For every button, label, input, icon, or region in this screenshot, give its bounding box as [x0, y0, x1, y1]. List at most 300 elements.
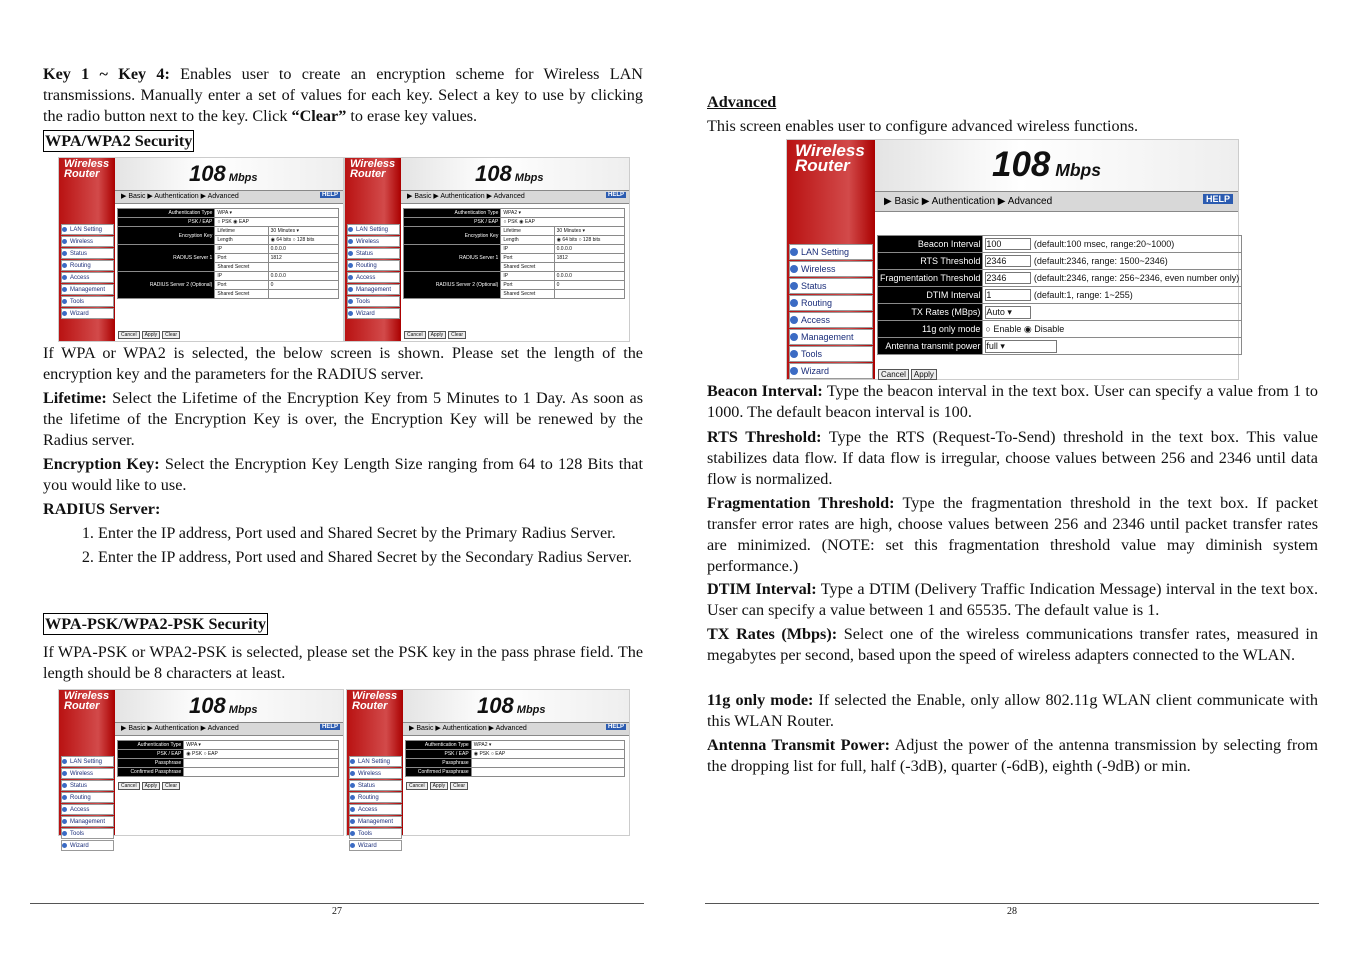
speed-unit: Mbps — [1050, 160, 1101, 180]
menu-item-lan-setting[interactable] — [789, 244, 873, 260]
menu-item-management[interactable] — [347, 284, 400, 295]
menu-item-status[interactable] — [347, 248, 400, 259]
router-brand — [352, 692, 397, 712]
menu-label: Access — [801, 315, 831, 325]
menu-bullet-icon — [350, 843, 355, 848]
menu-item-routing[interactable] — [789, 295, 873, 311]
menu-bullet-icon — [350, 819, 355, 824]
router-menu — [61, 224, 114, 320]
tx-text: Select one of the wireless communications transfer rates, measured in megabytes per second, based upon the speed of wireless adapters connected to the WLAN. — [707, 625, 1318, 664]
clear-button[interactable]: Clear — [162, 331, 180, 339]
menu-label: Status — [70, 782, 88, 789]
auth-type-label: Authentication Type — [404, 209, 501, 218]
radius-heading — [43, 499, 643, 520]
menu-label: Tools — [801, 349, 823, 359]
table-row — [118, 272, 339, 281]
radius-item: 1. Enter the IP address, Port used and Shared Secret by the Primary Radius Server. — [98, 523, 643, 544]
radius2-label: RADIUS Server 2 (Optional) — [118, 272, 215, 299]
port-input[interactable]: 1812 — [268, 254, 338, 263]
confirmed-passphrase-input[interactable] — [471, 768, 624, 777]
nav-authentication[interactable]: ▶ Authentication — [921, 196, 998, 207]
brand-line2: Router — [352, 699, 388, 712]
ip-label: IP — [501, 245, 554, 254]
router-nav — [115, 722, 343, 736]
rts-text: Type the RTS (Request-To-Send) threshold in the text box. This value stabilizes data flow. If data flow is irregular, choose values between 256 and 2346 until data flow is normalized. — [707, 428, 1318, 488]
apply-button[interactable]: Apply — [142, 331, 161, 339]
passphrase-input[interactable] — [471, 759, 624, 768]
auth-type-label: Authentication Type — [406, 741, 472, 750]
nav-authentication[interactable]: ▶ Authentication — [433, 193, 487, 200]
advanced-intro: This screen enables user to configure advanced wireless functions. — [707, 117, 1139, 135]
help-button[interactable]: HELP — [321, 724, 338, 730]
speed-value: 108 — [992, 145, 1051, 184]
frag-text: Type the fragmentation threshold in the text box. If packet transfer error rates are high, choose values between 256 and 2346 until packet transfer rates are minimized. (NOTE: set this fragmentation threshold value may diminish system performance.) — [707, 494, 1319, 575]
nav-basic[interactable]: ▶ Basic — [884, 196, 922, 207]
table-row — [404, 272, 625, 281]
enc-key-label: Encryption Key — [404, 227, 501, 245]
wpa-heading: WPA/WPA2 Security — [45, 132, 193, 150]
menu-bullet-icon — [350, 759, 355, 764]
frag-lead: Fragmentation Threshold: — [707, 494, 895, 512]
ip-input[interactable]: 0.0.0.0 — [268, 245, 338, 254]
menu-bullet-icon — [62, 239, 67, 244]
advanced-input[interactable]: 100 — [985, 238, 1031, 250]
router-brand — [64, 160, 109, 180]
menu-item-routing[interactable] — [349, 792, 402, 803]
router-brand — [350, 160, 395, 180]
menu-bullet-icon — [62, 831, 67, 836]
menu-item-lan-setting[interactable] — [61, 756, 114, 767]
speed-logo — [475, 161, 544, 187]
table-row — [404, 218, 625, 227]
speed-value: 108 — [475, 161, 512, 186]
dtim-text: Type a DTIM (Delivery Traffic Indication Message) interval in the text box. User can specify a value between 1 and 65535. The default value is 1. — [707, 580, 1319, 619]
cancel-button[interactable]: Cancel — [118, 331, 140, 339]
menu-label: Management — [801, 332, 854, 342]
menu-item-access[interactable] — [349, 804, 402, 815]
menu-bullet-icon — [790, 367, 798, 375]
psk-intro: If WPA-PSK or WPA2-PSK is selected, please set the PSK key in the pass phrase field. The length should be 8 characters at least. — [43, 643, 643, 682]
help-button[interactable]: HELP — [321, 192, 338, 198]
clear-button[interactable]: Clear — [448, 331, 466, 339]
advanced-value-cell[interactable] — [983, 304, 1242, 321]
beacon-lead: Beacon Interval: — [707, 382, 823, 400]
radius-heading-text: RADIUS Server: — [43, 500, 161, 518]
radius1-label: RADIUS Server 1 — [404, 245, 501, 272]
menu-item-lan-setting[interactable] — [349, 756, 402, 767]
menu-item-wizard[interactable] — [347, 308, 400, 319]
speed-logo — [189, 693, 258, 719]
enc-key-text: Select the Encryption Key Length Size ranging from 64 to 128 Bits that you would like to use. — [43, 455, 643, 494]
speed-unit: Mbps — [225, 704, 258, 716]
nav-authentication[interactable]: ▶ Authentication — [147, 193, 201, 200]
secret-input[interactable] — [268, 290, 338, 299]
menu-label: LAN Setting — [358, 758, 391, 765]
lifetime-label: Lifetime — [215, 227, 268, 236]
menu-bullet-icon — [62, 311, 67, 316]
menu-bullet-icon — [62, 227, 67, 232]
menu-bullet-icon — [350, 771, 355, 776]
menu-item-management[interactable] — [61, 284, 114, 295]
table-row — [878, 270, 1242, 287]
advanced-label: Beacon Interval — [878, 236, 983, 253]
radius2-label: RADIUS Server 2 (Optional) — [404, 272, 501, 299]
menu-label: Tools — [70, 298, 85, 305]
nav-basic[interactable]: ▶ Basic — [409, 725, 436, 732]
tx-lead: TX Rates (Mbps): — [707, 625, 838, 643]
enable-radio[interactable]: ○ Enable — [985, 323, 1024, 334]
advanced-value-cell[interactable] — [983, 236, 1242, 253]
menu-bullet-icon — [62, 275, 67, 280]
radius1-label: RADIUS Server 1 — [118, 245, 215, 272]
menu-bullet-icon — [62, 287, 67, 292]
confirmed-passphrase-label: Confirmed Passphrase — [406, 768, 472, 777]
menu-item-routing[interactable] — [61, 260, 114, 271]
secret-label: Shared Secret — [501, 263, 554, 272]
table-row — [118, 209, 339, 218]
help-button[interactable]: HELP — [607, 192, 624, 198]
menu-item-lan-setting[interactable] — [347, 224, 400, 235]
help-button[interactable]: HELP — [607, 724, 624, 730]
secret-input[interactable] — [268, 263, 338, 272]
menu-bullet-icon — [790, 350, 798, 358]
menu-bullet-icon — [62, 263, 67, 268]
advanced-input[interactable]: full ▾ — [985, 340, 1057, 353]
menu-bullet-icon — [62, 807, 67, 812]
advanced-screenshot — [786, 139, 1239, 380]
menu-bullet-icon — [350, 783, 355, 788]
menu-item-lan-setting[interactable] — [61, 224, 114, 235]
menu-bullet-icon — [62, 299, 67, 304]
ip-input[interactable]: 0.0.0.0 — [554, 272, 624, 281]
menu-bullet-icon — [62, 843, 67, 848]
lifetime-select[interactable]: 30 Minutes ▾ — [554, 227, 624, 236]
menu-label: Wireless — [70, 238, 94, 245]
auth-type-select[interactable]: WPA ▾ — [184, 741, 339, 750]
menu-label: Routing — [356, 262, 377, 269]
passphrase-label: Passphrase — [118, 759, 184, 768]
menu-item-access[interactable] — [347, 272, 400, 283]
button-bar — [404, 331, 468, 339]
advanced-input[interactable]: 2346 — [985, 255, 1031, 267]
speed-logo — [189, 161, 258, 187]
menu-label: Wireless — [358, 770, 382, 777]
auth-type-select[interactable]: WPA2 ▾ — [471, 741, 624, 750]
speed-value: 108 — [189, 693, 226, 718]
enc-key-lead: Encryption Key: — [43, 455, 160, 473]
wpa-screenshot — [58, 157, 344, 342]
speed-unit: Mbps — [511, 172, 544, 184]
menu-item-management[interactable] — [789, 329, 873, 345]
brand-line2: Router — [64, 167, 100, 180]
confirmed-passphrase-label: Confirmed Passphrase — [118, 768, 184, 777]
nav-basic[interactable]: ▶ Basic — [407, 193, 434, 200]
beacon-text: Type the beacon interval in the text box. User can specify a value from 1 to 1000. The default beacon interval is 100. — [707, 382, 1318, 421]
key-text-end: to erase key values. — [346, 107, 478, 125]
button-bar — [118, 782, 182, 790]
menu-item-access[interactable] — [61, 804, 114, 815]
apply-button[interactable]: Apply — [430, 782, 449, 790]
psk-eap-label: PSK / EAP — [406, 750, 472, 759]
menu-item-wireless[interactable] — [349, 768, 402, 779]
disable-radio[interactable]: ◉ Disable — [1023, 323, 1065, 334]
menu-bullet-icon — [348, 239, 353, 244]
router-brand — [795, 143, 865, 174]
enc-key-paragraph — [43, 454, 643, 496]
table-row — [878, 287, 1242, 304]
advanced-hint: (default:100 msec, range:20~1000) — [1031, 239, 1175, 249]
beacon-paragraph — [707, 381, 1318, 423]
brand-line1: Wireless — [64, 158, 110, 170]
nav-basic[interactable]: ▶ Basic — [121, 193, 148, 200]
psk-settings-table — [117, 740, 339, 777]
menu-label: Status — [356, 250, 374, 257]
nav-basic[interactable]: ▶ Basic — [121, 725, 148, 732]
advanced-input[interactable]: Auto ▾ — [985, 306, 1031, 319]
menu-label: Wizard — [356, 310, 375, 317]
menu-item-tools[interactable] — [789, 346, 873, 362]
menu-bullet-icon — [62, 819, 67, 824]
advanced-value-cell[interactable] — [983, 338, 1242, 355]
menu-bullet-icon — [790, 316, 798, 324]
port-input[interactable]: 0 — [268, 281, 338, 290]
menu-bullet-icon — [348, 227, 353, 232]
menu-bullet-icon — [62, 759, 67, 764]
advanced-label: RTS Threshold — [878, 253, 983, 270]
menu-item-wizard[interactable] — [61, 308, 114, 319]
menu-bullet-icon — [790, 333, 798, 341]
nav-advanced[interactable]: ▶ Advanced — [200, 193, 239, 200]
psk-settings-table — [405, 740, 625, 777]
menu-label: Tools — [70, 830, 85, 837]
speed-unit: Mbps — [513, 704, 546, 716]
menu-label: Management — [70, 818, 106, 825]
nav-advanced[interactable]: ▶ Advanced — [488, 725, 527, 732]
radius-item: 2. Enter the IP address, Port used and Shared Secret by the Secondary Radius Server. — [98, 547, 643, 568]
auth-type-select[interactable]: WPA2 ▾ — [501, 209, 625, 218]
wpa2-psk-screenshot — [346, 689, 630, 849]
speed-logo — [477, 693, 546, 719]
button-bar — [406, 782, 470, 790]
advanced-label: DTIM Interval — [878, 287, 983, 304]
secret-label: Shared Secret — [215, 263, 268, 272]
router-nav — [115, 190, 343, 204]
psk-eap-label: PSK / EAP — [118, 218, 215, 227]
port-input[interactable]: 0 — [554, 281, 624, 290]
tx-paragraph — [707, 624, 1318, 666]
menu-label: Access — [358, 806, 378, 813]
menu-item-status[interactable] — [349, 780, 402, 791]
cancel-button[interactable]: Cancel — [404, 331, 426, 339]
advanced-input[interactable]: 1 — [985, 289, 1031, 301]
menu-item-wireless[interactable] — [61, 236, 114, 247]
psk-heading: WPA-PSK/WPA2-PSK Security — [45, 615, 267, 633]
menu-label: Wizard — [801, 366, 830, 376]
g-only-text: If selected the Enable, only allow 802.11g WLAN client communicate with this WLAN Router. — [707, 691, 1318, 730]
secret-input[interactable] — [554, 263, 624, 272]
menu-item-wizard[interactable] — [789, 363, 873, 379]
advanced-hint: (default:2346, range: 256~2346, even number only) — [1031, 273, 1240, 283]
menu-item-wireless[interactable] — [789, 261, 873, 277]
table-row — [118, 759, 339, 768]
clear-button[interactable]: Clear — [450, 782, 468, 790]
menu-item-routing[interactable] — [61, 792, 114, 803]
antenna-text: Adjust the power of the antenna transmission by selecting from the dropping list for full, half (-3dB), quarter (-6dB), eighth (-9dB) or min. — [707, 736, 1318, 775]
table-row — [878, 253, 1242, 270]
cancel-button[interactable]: Cancel — [406, 782, 428, 790]
auth-type-label: Authentication Type — [118, 741, 184, 750]
table-row — [406, 750, 625, 759]
passphrase-label: Passphrase — [406, 759, 472, 768]
psk-eap-radio[interactable]: ○ PSK ◉ EAP — [501, 218, 625, 227]
speed-value: 108 — [189, 161, 226, 186]
apply-button[interactable]: Apply — [428, 331, 447, 339]
length-radio[interactable]: ◉ 64 bits ○ 128 bits — [268, 236, 338, 245]
menu-bullet-icon — [790, 248, 798, 256]
menu-item-tools[interactable] — [347, 296, 400, 307]
advanced-value-cell[interactable] — [983, 270, 1242, 287]
advanced-heading — [707, 92, 1318, 113]
menu-label: LAN Setting — [70, 226, 103, 233]
menu-item-wizard[interactable] — [349, 840, 402, 851]
router-menu — [61, 756, 114, 852]
psk-eap-label: PSK / EAP — [118, 750, 184, 759]
brand-line1: Wireless — [350, 158, 396, 170]
menu-label: Wizard — [70, 310, 89, 317]
router-brand — [64, 692, 109, 712]
menu-item-management[interactable] — [61, 816, 114, 827]
menu-label: LAN Setting — [356, 226, 389, 233]
table-row — [406, 759, 625, 768]
passphrase-input[interactable] — [184, 759, 339, 768]
length-radio[interactable]: ◉ 64 bits ○ 128 bits — [554, 236, 624, 245]
menu-item-routing[interactable] — [347, 260, 400, 271]
menu-label: Management — [356, 286, 392, 293]
menu-label: Wizard — [70, 842, 89, 849]
psk-eap-radio[interactable]: ◉ PSK ○ EAP — [184, 750, 339, 759]
psk-eap-label: PSK / EAP — [404, 218, 501, 227]
advanced-hint: (default:2346, range: 1500~2346) — [1031, 256, 1168, 266]
menu-bullet-icon — [348, 275, 353, 280]
menu-label: Routing — [358, 794, 379, 801]
antenna-lead: Antenna Transmit Power: — [707, 736, 891, 754]
help-button[interactable]: HELP — [1203, 194, 1233, 204]
nav-advanced[interactable]: ▶ Advanced — [200, 725, 239, 732]
menu-item-wireless[interactable] — [61, 768, 114, 779]
port-input[interactable]: 1812 — [554, 254, 624, 263]
menu-item-status[interactable] — [61, 780, 114, 791]
psk-eap-radio[interactable]: ◉ PSK ○ EAP — [471, 750, 624, 759]
secret-input[interactable] — [554, 290, 624, 299]
key-clear-word: “Clear” — [291, 107, 347, 125]
lifetime-lead: Lifetime: — [43, 389, 107, 407]
table-row — [118, 227, 339, 236]
advanced-value-cell[interactable] — [983, 253, 1242, 270]
secret-label: Shared Secret — [215, 290, 268, 299]
wpa-intro: If WPA or WPA2 is selected, the below screen is shown. Please set the length of the encryption key and the parameters for the RADIUS server. — [43, 344, 643, 383]
menu-item-tools[interactable] — [61, 296, 114, 307]
nav-authentication[interactable]: ▶ Authentication — [147, 725, 201, 732]
footer-rule-right — [705, 903, 1319, 904]
wpa-settings-table — [117, 208, 339, 299]
advanced-value-cell[interactable] — [983, 321, 1242, 338]
advanced-label: 11g only mode — [878, 321, 983, 338]
advanced-settings-table — [877, 235, 1242, 355]
advanced-heading-text: Advanced — [707, 93, 777, 111]
table-row — [118, 741, 339, 750]
cancel-button[interactable]: Cancel — [118, 782, 140, 790]
auth-type-select[interactable]: WPA ▾ — [215, 209, 339, 218]
brand-line2: Router — [64, 699, 100, 712]
menu-item-status[interactable] — [61, 248, 114, 259]
antenna-paragraph — [707, 735, 1318, 777]
menu-label: Routing — [70, 794, 91, 801]
menu-label: Access — [70, 274, 90, 281]
menu-item-tools[interactable] — [61, 828, 114, 839]
nav-authentication[interactable]: ▶ Authentication — [435, 725, 489, 732]
menu-item-access[interactable] — [789, 312, 873, 328]
footer-rule-left — [30, 903, 644, 904]
port-label: Port — [501, 281, 554, 290]
advanced-value-cell[interactable] — [983, 287, 1242, 304]
menu-bullet-icon — [348, 299, 353, 304]
table-row — [118, 218, 339, 227]
menu-bullet-icon — [62, 251, 67, 256]
menu-item-tools[interactable] — [349, 828, 402, 839]
wpa-psk-screenshot — [58, 689, 344, 849]
psk-eap-radio[interactable]: ○ PSK ◉ EAP — [215, 218, 339, 227]
menu-label: Status — [801, 281, 827, 291]
menu-bullet-icon — [350, 831, 355, 836]
table-row — [404, 245, 625, 254]
ip-input[interactable]: 0.0.0.0 — [268, 272, 338, 281]
table-row — [878, 304, 1242, 321]
menu-item-wireless[interactable] — [347, 236, 400, 247]
brand-line1: Wireless — [795, 141, 865, 160]
rts-lead: RTS Threshold: — [707, 428, 822, 446]
menu-bullet-icon — [348, 287, 353, 292]
enc-key-label: Encryption Key — [118, 227, 215, 245]
apply-button[interactable]: Apply — [911, 369, 937, 380]
table-row — [118, 750, 339, 759]
length-label: Length — [501, 236, 554, 245]
confirmed-passphrase-input[interactable] — [184, 768, 339, 777]
auth-type-label: Authentication Type — [118, 209, 215, 218]
menu-item-wizard[interactable] — [61, 840, 114, 851]
menu-item-management[interactable] — [349, 816, 402, 827]
apply-button[interactable]: Apply — [142, 782, 161, 790]
nav-advanced[interactable]: ▶ Advanced — [997, 196, 1053, 207]
button-bar — [878, 369, 939, 380]
cancel-button[interactable]: Cancel — [878, 369, 909, 380]
lifetime-select[interactable]: 30 Minutes ▾ — [268, 227, 338, 236]
menu-label: Status — [70, 250, 88, 257]
key-text: Enables user to create an encryption scheme for Wireless LAN transmissions. Manually enter a set of values for each key. Select a key to use by clicking the radio button next to the key. Click — [43, 65, 643, 125]
ip-input[interactable]: 0.0.0.0 — [554, 245, 624, 254]
menu-label: Management — [358, 818, 394, 825]
menu-item-status[interactable] — [789, 278, 873, 294]
nav-advanced[interactable]: ▶ Advanced — [486, 193, 525, 200]
clear-button[interactable]: Clear — [162, 782, 180, 790]
menu-bullet-icon — [790, 299, 798, 307]
advanced-input[interactable]: 2346 — [985, 272, 1031, 284]
brand-line2: Router — [350, 167, 386, 180]
table-row — [878, 236, 1242, 253]
menu-item-access[interactable] — [61, 272, 114, 283]
menu-label: Wireless — [801, 264, 836, 274]
menu-bullet-icon — [62, 771, 67, 776]
menu-label: Routing — [70, 262, 91, 269]
